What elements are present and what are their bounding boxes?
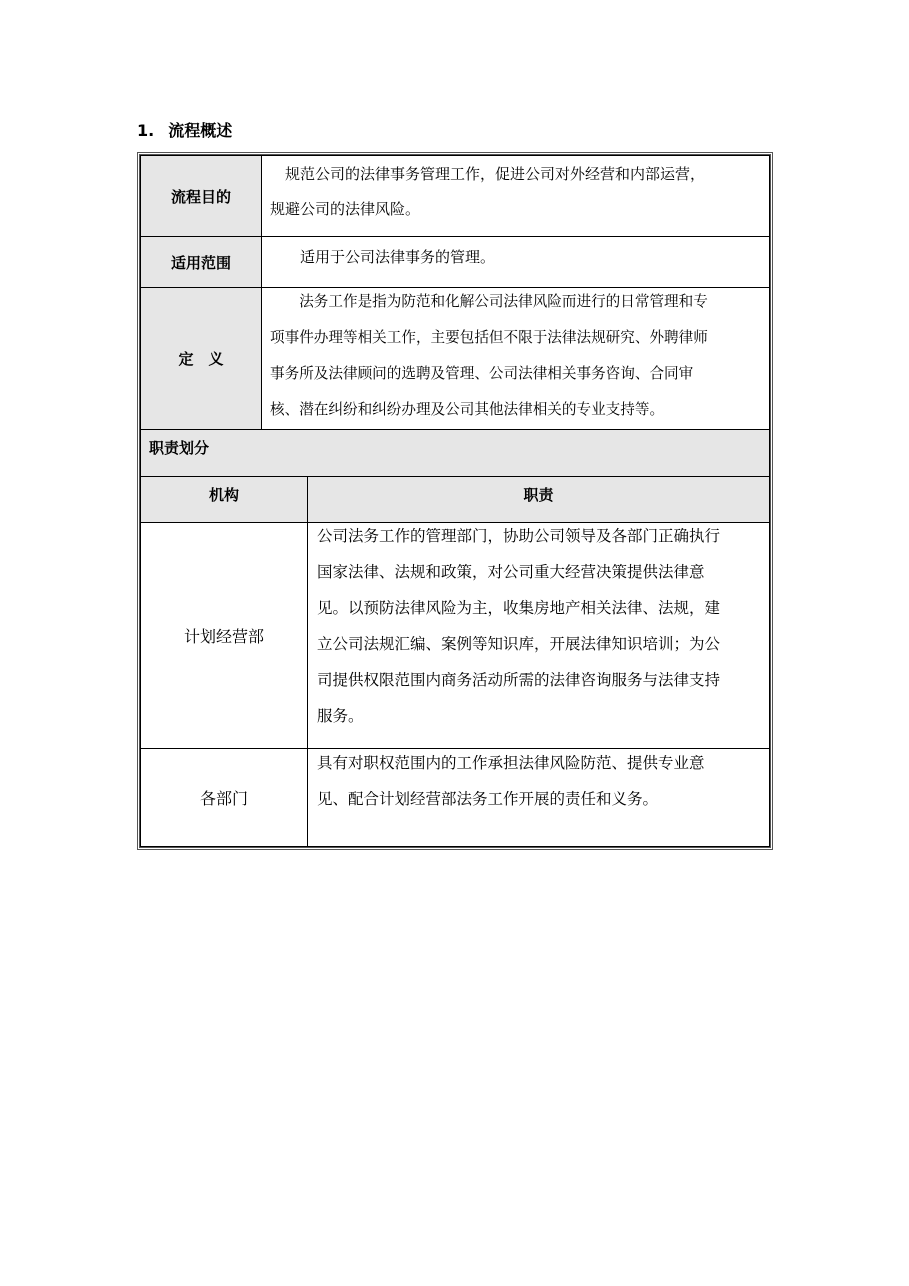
duty-header-cell [307, 476, 770, 523]
section-title: 流程概述 [168, 121, 233, 140]
responsibilities-title-cell [140, 429, 770, 477]
definition-text-line: 核、潜在纠纷和纠纷办理及公司其他法律相关的专业支持等。 [270, 401, 665, 418]
section-heading [137, 120, 232, 142]
duty-line: 国家法律、法规和政策，对公司重大经营决策提供法律意 [317, 563, 705, 581]
section-number: 1. [137, 121, 155, 140]
org-header-cell [140, 476, 308, 523]
table-row-org-cell [140, 522, 308, 749]
definition-text-line: 法务工作是指为防范和化解公司法律风险而进行的日常管理和专 [270, 293, 708, 310]
scope-label: 适用范围 [170, 253, 231, 272]
duty-line: 立公司法规汇编、案例等知识库，开展法律知识培训；为公 [317, 635, 721, 653]
duty-line: 公司法务工作的管理部门，协助公司领导及各部门正确执行 [317, 527, 721, 545]
purpose-text-cell [261, 155, 770, 237]
purpose-text-line: 规范公司的法律事务管理工作，促进公司对外经营和内部运营， [270, 165, 706, 183]
scope-text-cell [261, 236, 770, 288]
definition-text-line: 项事件办理等相关工作，主要包括但不限于法律法规研究、外聘律师 [270, 329, 708, 346]
responsibilities-title: 职责划分 [149, 439, 210, 457]
duty-line: 服务。 [317, 707, 364, 725]
purpose-label-cell [140, 155, 262, 237]
purpose-label: 流程目的 [170, 187, 231, 206]
org-name: 各部门 [199, 789, 248, 808]
org-name: 计划经营部 [183, 627, 264, 646]
definition-text-line: 事务所及法律顾问的选聘及管理、公司法律相关事务咨询、合同审 [270, 365, 694, 382]
org-header: 机构 [208, 486, 239, 504]
scope-text: 适用于公司法律事务的管理。 [270, 248, 496, 266]
definition-label-cell [140, 287, 262, 430]
duty-line: 见。以预防法律风险为主，收集房地产相关法律、法规，建 [317, 599, 721, 617]
purpose-text-line: 规避公司的法律风险。 [270, 200, 421, 218]
duty-line: 见、配合计划经营部法务工作开展的责任和义务。 [317, 790, 659, 808]
duty-line: 司提供权限范围内商务活动所需的法律咨询服务与法律支持 [317, 671, 721, 689]
duty-line: 具有对职权范围内的工作承担法律风险防范、提供专业意 [317, 754, 705, 772]
table-row-duty-cell [307, 522, 770, 749]
definition-text-cell [261, 287, 770, 430]
duty-header: 职责 [523, 486, 554, 504]
definition-label: 定 义 [178, 350, 224, 368]
scope-label-cell [140, 236, 262, 288]
table-row-org-cell [140, 748, 308, 847]
table-row-duty-cell [307, 748, 770, 847]
